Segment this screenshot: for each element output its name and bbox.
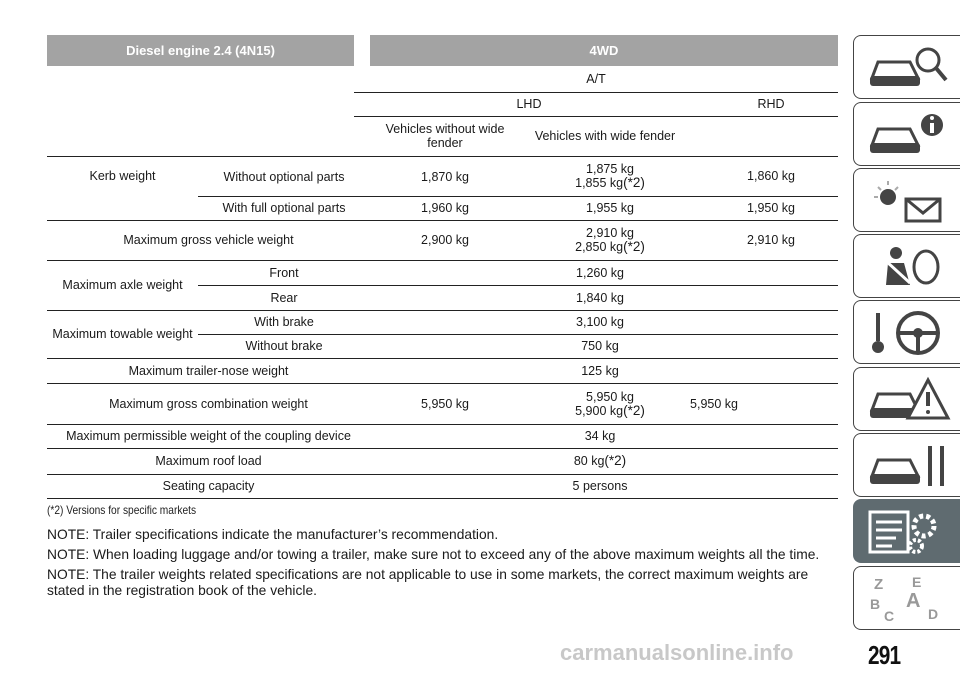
tab-index[interactable] (853, 566, 960, 630)
footnote-marker: (*2) (623, 402, 645, 418)
kerb-wf-lhd-nw: 1,960 kg (421, 201, 469, 215)
car-info-icon (866, 109, 956, 161)
tab-emergency[interactable] (853, 367, 960, 431)
max-gross-comb-label: Maximum gross combination weight (109, 396, 308, 411)
without-brake-value: 750 kg (581, 339, 619, 353)
max-towable-label: Maximum towable weight (52, 327, 193, 341)
tab-maintenance[interactable] (853, 433, 960, 497)
svg-text:Z: Z (874, 576, 884, 593)
max-trailer-nose-label: Maximum trailer-nose weight (128, 363, 289, 378)
note-2: NOTE: When loading luggage and/or towing a trailer, make sure not to exceed any of the above maximum weights all the time. (47, 547, 820, 562)
with-brake-label: With brake (254, 315, 314, 329)
roof-value (375, 448, 825, 474)
with-wide-fender-label: Vehicles with wide fender (534, 129, 676, 143)
gross-rhd: 2,910 kg (747, 233, 795, 247)
kerb-wf-lhd-w: 1,955 kg (586, 201, 634, 215)
trailer-nose-value: 125 kg (581, 363, 619, 378)
gross-lhd-w-value-2-row (575, 240, 645, 254)
seatbelt-airbag-icon (866, 241, 956, 293)
footnote-marker: (*2) (604, 453, 627, 468)
note-3: NOTE: The trailer weights related specifications are not applicable to use in some markets, the correct maximum weights are stated in the registration book of the vehicle. (47, 567, 809, 598)
tab-info[interactable] (853, 102, 960, 166)
svg-text:C: C (884, 608, 895, 624)
front-value: 1,260 kg (576, 265, 624, 280)
tab-starting-driving[interactable] (853, 300, 960, 364)
gross-lhd-w-value-2: 2,850 kg (575, 240, 624, 254)
without-brake-label: Without brake (245, 339, 323, 353)
watermark: carmanualsonline.info (560, 640, 794, 665)
seating-label: Seating capacity (162, 479, 255, 493)
rhd-label: RHD (757, 97, 785, 111)
comb-lhd-w-value-1: 5,950 kg (586, 389, 634, 404)
front-label: Front (269, 265, 299, 280)
tab-warning-lights[interactable] (853, 168, 960, 232)
car-warning-triangle-icon (866, 374, 956, 426)
gross-lhd-w (520, 221, 700, 259)
alphabet-index-icon (866, 573, 956, 625)
roof-value-text: 80 kg (573, 454, 605, 468)
kerb-wf-rhd: 1,950 kg (747, 201, 795, 215)
kerb-wo-lhd-w-value-1: 1,875 kg (586, 162, 634, 176)
header-engine-label: Diesel engine 2.4 (4N15) (126, 43, 275, 58)
tab-safety[interactable] (853, 234, 960, 298)
kerb-wo-lhd-nw: 1,870 kg (421, 170, 469, 184)
max-gross-label: Maximum gross vehicle weight (123, 233, 294, 247)
footnote: (*2) Versions for specific markets (47, 503, 197, 517)
with-brake-value: 3,100 kg (576, 315, 624, 329)
without-optional-label: Without optional parts (223, 170, 345, 184)
svg-text:E: E (912, 574, 922, 590)
steering-key-icon (866, 307, 956, 359)
comb-rhd: 5,950 kg (690, 396, 738, 411)
warning-light-mail-icon (866, 175, 956, 227)
tab-technical-data[interactable] (853, 499, 960, 563)
kerb-weight-label: Kerb weight (89, 169, 156, 183)
with-full-optional-label: With full optional parts (222, 201, 346, 215)
rule (47, 498, 838, 499)
table-header-drive (370, 35, 838, 66)
tab-dashboard[interactable] (853, 35, 960, 99)
svg-text:B: B (870, 596, 881, 612)
max-coupling-label: Maximum permissible weight of the coupling device (66, 429, 351, 443)
specs-gear-icon (866, 506, 956, 558)
table-header-engine (47, 35, 354, 66)
page-number: 291 (868, 640, 901, 670)
comb-lhd-w-value-2-row (575, 404, 645, 418)
without-wide-fender-label: Vehicles without wide fender (385, 122, 505, 150)
max-roof-label: Maximum roof load (155, 454, 262, 468)
kerb-wo-lhd-w-value-2: 1,855 kg (575, 176, 624, 190)
rear-label: Rear (270, 290, 298, 305)
transmission-label: A/T (586, 72, 606, 86)
kerb-wo-rhd: 1,860 kg (747, 169, 795, 183)
seating-value: 5 persons (572, 479, 628, 493)
footnote-marker: (*2) (623, 175, 645, 190)
svg-text:A: A (906, 590, 921, 612)
comb-lhd-nw: 5,950 kg (421, 396, 469, 411)
comb-lhd-w-value-2: 5,900 kg (575, 403, 624, 418)
svg-text:D: D (928, 606, 939, 622)
note-1: NOTE: Trailer specifications indicate the manufacturer’s recommendation. (47, 527, 499, 542)
kerb-wo-lhd-w-value-2-row (575, 176, 645, 190)
rear-value: 1,840 kg (576, 290, 624, 305)
car-tools-icon (866, 440, 956, 492)
kerb-wo-lhd-w (520, 157, 700, 195)
footnote-marker: (*2) (623, 239, 645, 254)
header-drive-label: 4WD (589, 43, 619, 58)
car-search-icon (866, 42, 956, 94)
gross-lhd-nw: 2,900 kg (421, 233, 469, 247)
lhd-label: LHD (516, 97, 542, 111)
coupling-value: 34 kg (584, 429, 616, 443)
gross-lhd-w-value-1: 2,910 kg (586, 226, 634, 240)
max-axle-label: Maximum axle weight (62, 278, 183, 292)
